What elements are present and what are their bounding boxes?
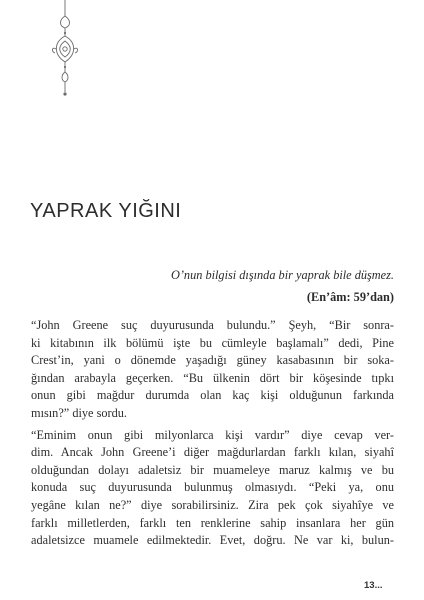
text-line: Crest’in, yani o dönemde yaşadığı güney kasabasının bir soka-	[31, 353, 394, 368]
paragraph-1	[31, 317, 394, 423]
chapter-title: YAPRAK YIĞINI	[30, 200, 182, 222]
epigraph-source: (En’âm: 59’dan)	[306, 290, 394, 304]
text-line: mısın?” diye sordu.	[31, 405, 127, 420]
text-line: dim. Ancak John Greene’i diğer mağdurlardan farklı kılan, siyahî	[31, 445, 394, 460]
text-line: adaletsizce muamele edilmektedir. Evet, doğru. Ne var ki, bulun-	[31, 533, 394, 548]
paragraph-2	[31, 427, 394, 550]
text-line: olduğundan dolayı adaletsiz bir muameleye maruz kalmış ve bu	[31, 462, 394, 477]
text-line: konuda suç duyurusunda bulunmuş olmasıydı. “Peki ya, onu	[31, 480, 394, 495]
text-line: ğından arabayla geçerken. “Bu ülkenin dört bir köşesinde tıpkı	[31, 370, 394, 385]
text-line: ki kitabının ilk bölümü işte bu cümleyle başlamalı” dedi, Pine	[31, 335, 394, 350]
ornament-icon	[50, 0, 80, 100]
text-line: onun gibi mağdur durumda olan kaç kişi olduğunun farkında	[31, 388, 394, 403]
body-text	[31, 317, 394, 550]
text-line: yegâne kılan ne?” diye sorabilirsiniz. Zira pek çok siyahîye ve	[31, 497, 394, 512]
page-number: 13...	[364, 580, 383, 591]
text-line: farklı milletlerden, farklı ten renklerine sahip insanlara her gün	[31, 515, 394, 530]
text-line: “John Greene suç duyurusunda bulundu.” Şeyh, “Bir sonra-	[31, 318, 394, 332]
epigraph	[171, 267, 394, 306]
text-line: “Eminim onun gibi milyonlarca kişi vardır” diye cevap ver-	[31, 427, 394, 442]
epigraph-quote: O’nun bilgisi dışında bir yaprak bile düşmez.	[170, 268, 394, 282]
